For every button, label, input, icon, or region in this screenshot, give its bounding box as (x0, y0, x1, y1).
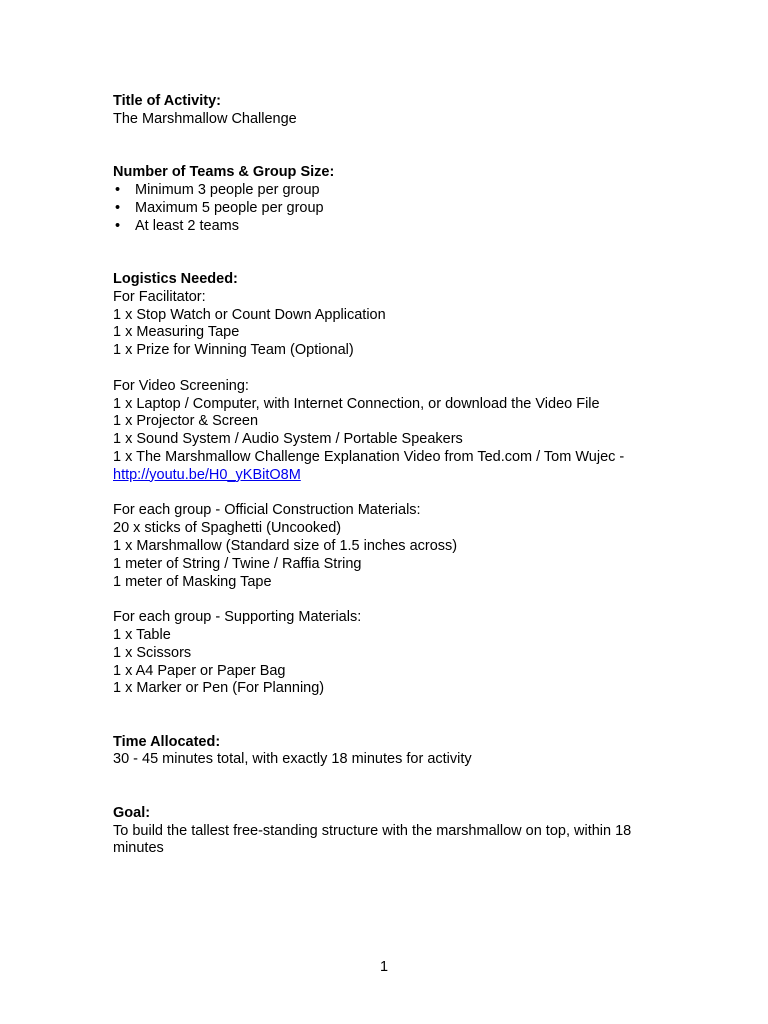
list-item: 1 x Projector & Screen (113, 413, 259, 430)
goal-value: To build the tallest free-standing structure with the marshmallow on top, within 18 minutes (113, 822, 632, 857)
list-item: 20 x sticks of Spaghetti (Uncooked) (113, 520, 342, 537)
list-item (113, 182, 693, 200)
list-item: 1 x Sound System / Audio System / Portable Speakers (113, 431, 463, 448)
video-link[interactable]: http://youtu.be/H0_yKBitO8M (113, 466, 301, 483)
bullet-icon: • (115, 181, 121, 198)
list-item: 1 x Scissors (113, 644, 192, 661)
time-value: 30 - 45 minutes total, with exactly 18 minutes for activity (113, 751, 472, 768)
spacer (113, 129, 693, 165)
list-item: 1 meter of String / Twine / Raffia String (113, 555, 362, 572)
activity-title: The Marshmallow Challenge (113, 110, 297, 127)
list-item: 1 x A4 Paper or Paper Bag (113, 662, 286, 679)
list-item: 1 x Marshmallow (Standard size of 1.5 inches across) (113, 537, 458, 554)
list-item (113, 218, 693, 236)
teams-heading: Number of Teams & Group Size: (113, 164, 335, 181)
list-item (113, 200, 693, 218)
list-item: 1 x Prize for Winning Team (Optional) (113, 342, 354, 359)
spacer (113, 769, 693, 805)
spacer (113, 591, 693, 609)
spacer (113, 485, 693, 503)
supporting-label: For each group - Supporting Materials: (113, 609, 362, 626)
time-heading: Time Allocated: (113, 733, 221, 750)
document-body (113, 93, 693, 858)
spacer (113, 360, 693, 378)
video-link-row (113, 467, 693, 485)
list-item: 1 x Stop Watch or Count Down Application (113, 306, 386, 323)
list-item: 1 x Table (113, 626, 171, 643)
spacer (113, 235, 693, 271)
list-item: 1 x The Marshmallow Challenge Explanation Video from Ted.com / Tom Wujec - (113, 448, 625, 465)
bullet-icon: • (115, 217, 121, 234)
bullet-icon: • (115, 199, 121, 216)
list-item: 1 x Measuring Tape (113, 324, 240, 341)
spacer (113, 698, 693, 734)
construction-label: For each group - Official Construction Materials: (113, 502, 421, 519)
list-item-text: Minimum 3 people per group (135, 181, 320, 198)
activity-heading: Title of Activity: (113, 93, 221, 109)
logistics-heading: Logistics Needed: (113, 270, 238, 287)
list-item: 1 x Marker or Pen (For Planning) (113, 680, 325, 697)
video-label: For Video Screening: (113, 377, 249, 394)
teams-list (113, 182, 693, 235)
list-item: 1 meter of Masking Tape (113, 573, 272, 590)
facilitator-label: For Facilitator: (113, 288, 206, 305)
list-item-text: Maximum 5 people per group (135, 199, 324, 216)
page-number: 1 (379, 959, 389, 975)
list-item: 1 x Laptop / Computer, with Internet Connection, or download the Video File (113, 395, 600, 412)
list-item-text: At least 2 teams (135, 217, 239, 234)
goal-heading: Goal: (113, 804, 151, 821)
